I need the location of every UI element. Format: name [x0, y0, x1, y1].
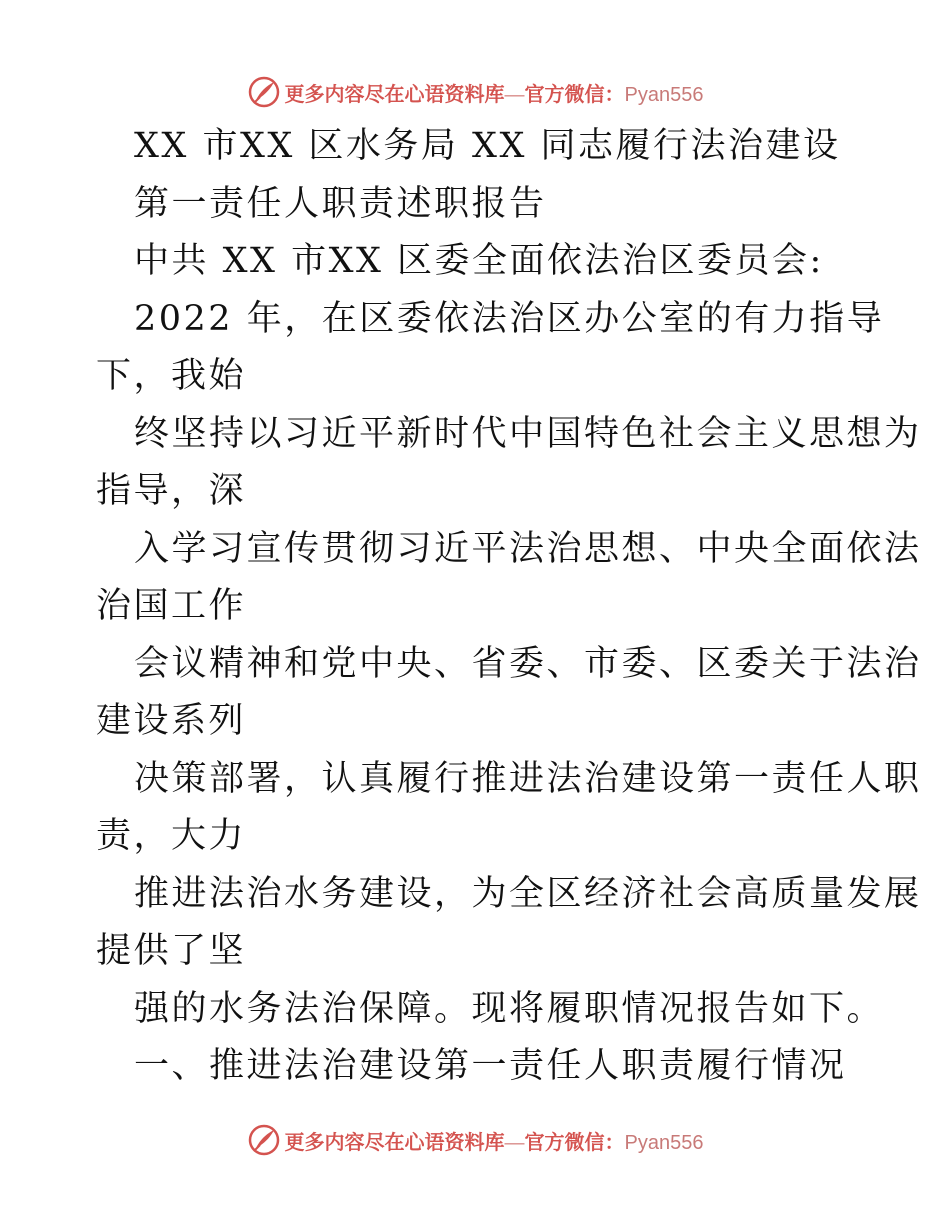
- watermark-separator: —: [504, 1131, 525, 1154]
- watermark-text: 更多内容尽在心语资料库: [284, 83, 505, 106]
- doc-line: 2022 年，在区委依法治区办公室的有力指导: [134, 298, 885, 339]
- feather-pen-logo-icon: [247, 75, 281, 109]
- doc-line: 指导，深: [96, 471, 247, 511]
- footer-watermark: [0, 1120, 950, 1160]
- watermark-text: 更多内容尽在心语资料库: [284, 1131, 505, 1154]
- doc-line: 第一责任人职责述职报告: [134, 183, 547, 224]
- feather-pen-logo-icon: [247, 1123, 281, 1157]
- watermark-wechat-label: 官方微信：: [524, 83, 625, 106]
- doc-line: 建设系列: [96, 701, 247, 741]
- document-body: [96, 118, 922, 1096]
- doc-line: 决策部署，认真履行推进法治建设第一责任人职: [134, 758, 922, 799]
- doc-line: 入学习宣传贯彻习近平法治思想、中央全面依法: [134, 528, 922, 569]
- watermark-separator: —: [504, 83, 525, 106]
- header-watermark: [0, 72, 950, 112]
- doc-line: 责，大力: [96, 816, 247, 856]
- doc-line: 中共 XX 市XX 区委全面依法治区委员会:: [134, 241, 824, 281]
- doc-line: 治国工作: [96, 586, 247, 626]
- watermark-text-group: [285, 78, 704, 107]
- doc-line: 下，我始: [96, 356, 247, 396]
- doc-line: 一、推进法治建设第一责任人职责履行情况: [134, 1046, 847, 1086]
- doc-line: 会议精神和党中央、省委、市委、区委关于法治: [134, 643, 922, 684]
- doc-line: 提供了坚: [96, 931, 247, 971]
- doc-line: 强的水务法治保障。现将履职情况报告如下。: [134, 988, 885, 1029]
- watermark-text-group: [285, 1126, 704, 1155]
- doc-line: 终坚持以习近平新时代中国特色社会主义思想为: [134, 413, 922, 454]
- watermark-wechat-id: Pyan556: [624, 83, 704, 106]
- watermark-wechat-id: Pyan556: [624, 1131, 704, 1154]
- doc-line: XX 市XX 区水务局 XX 同志履行法治建设: [134, 126, 841, 166]
- watermark-wechat-label: 官方微信：: [524, 1131, 625, 1154]
- doc-line: 推进法治水务建设，为全区经济社会高质量发展: [134, 873, 922, 914]
